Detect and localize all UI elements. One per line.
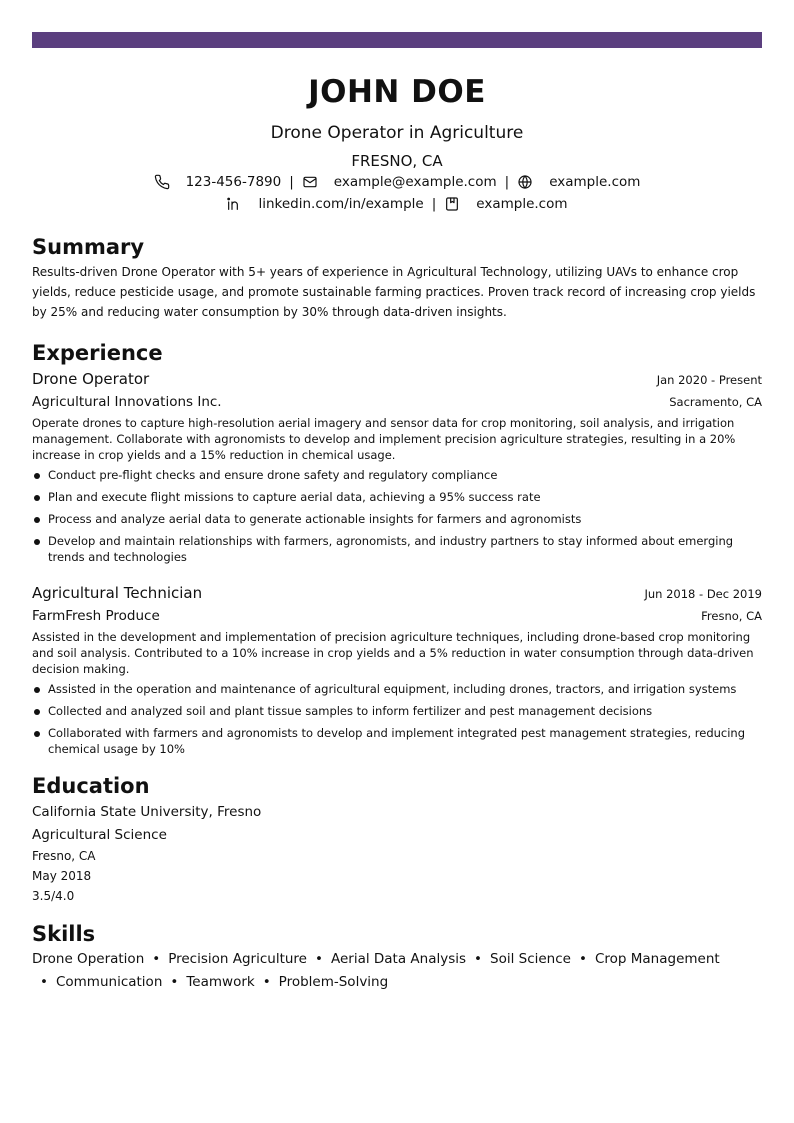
job-entry bbox=[32, 582, 762, 757]
email-text: example@example.com bbox=[333, 174, 497, 190]
skills-heading: Skills bbox=[32, 922, 96, 946]
skill-item: Problem-Solving bbox=[278, 974, 389, 990]
phone-icon bbox=[154, 174, 170, 190]
envelope-icon bbox=[302, 174, 318, 190]
list-item bbox=[32, 489, 762, 505]
skill-item: Soil Science bbox=[490, 951, 571, 967]
experience-heading: Experience bbox=[32, 341, 163, 365]
contact-line-secondary bbox=[32, 193, 762, 215]
bullet-dot bbox=[34, 495, 40, 501]
list-item bbox=[32, 681, 762, 697]
skill-separator: • bbox=[40, 974, 48, 990]
skills-section bbox=[32, 921, 762, 994]
job-location: Fresno, CA bbox=[701, 609, 762, 623]
job-description: Operate drones to capture high-resolution aerial imagery and sensor data for crop monitoring, soil analysis, and irrigation management. Collaborate with agronomists to develop and implement precision agriculture strategies, resulting in a 20% increase in crop yields and a 15% reduction in chemical usage. bbox=[32, 416, 736, 462]
contact-separator: | bbox=[504, 174, 510, 190]
list-item bbox=[32, 703, 762, 719]
skill-separator: • bbox=[262, 974, 271, 990]
skill-item: Aerial Data Analysis bbox=[330, 951, 467, 967]
contact-line-primary bbox=[32, 171, 762, 193]
job-bullets bbox=[32, 467, 762, 565]
skills-list bbox=[32, 948, 732, 994]
bullet-text: Collected and analyzed soil and plant tissue samples to inform fertilizer and pest management decisions bbox=[48, 704, 653, 718]
website-text: example.com bbox=[549, 174, 641, 190]
contact-separator: | bbox=[289, 174, 294, 190]
job-company: Agricultural Innovations Inc. bbox=[32, 394, 222, 410]
job-company: FarmFresh Produce bbox=[32, 608, 160, 624]
resume-header bbox=[32, 48, 762, 215]
job-company-row bbox=[32, 390, 762, 412]
phone-text: 123-456-7890 bbox=[185, 174, 282, 190]
bookmark-icon bbox=[444, 196, 460, 212]
website-contact[interactable] bbox=[517, 171, 640, 193]
job-header-row bbox=[32, 582, 762, 604]
linkedin-icon bbox=[226, 196, 242, 212]
job-role: Agricultural Technician bbox=[32, 584, 203, 602]
portfolio-text: example.com bbox=[476, 196, 568, 212]
skill-separator: • bbox=[152, 951, 161, 967]
bullet-dot bbox=[34, 539, 40, 545]
list-item bbox=[32, 511, 762, 527]
bullet-text: Process and analyze aerial data to generate actionable insights for farmers and agronomists bbox=[48, 512, 582, 526]
portfolio-contact[interactable] bbox=[444, 193, 567, 215]
education-heading: Education bbox=[32, 774, 150, 798]
phone-contact[interactable] bbox=[154, 171, 282, 193]
bullet-dot bbox=[34, 473, 40, 479]
summary-heading: Summary bbox=[32, 235, 145, 259]
list-item bbox=[32, 467, 762, 483]
candidate-location: FRESNO, CA bbox=[351, 152, 443, 170]
summary-text: Results-driven Drone Operator with 5+ years of experience in Agricultural Technology, utilizing UAVs to enhance crop yields, reduce pesticide usage, and promote sustainable farming practices. Proven track record of increasing crop yields by 25% and reducing water consumption by 30% through data-driven insights. bbox=[32, 265, 756, 319]
linkedin-text: linkedin.com/in/example bbox=[258, 196, 424, 212]
education-gpa: 3.5/4.0 bbox=[32, 889, 75, 903]
contact-separator: | bbox=[431, 196, 437, 212]
skill-separator: • bbox=[474, 951, 483, 967]
bullet-dot bbox=[34, 731, 40, 737]
linkedin-contact[interactable] bbox=[226, 193, 423, 215]
job-header-row bbox=[32, 368, 762, 390]
job-entry bbox=[32, 368, 762, 565]
skill-item: Drone Operation bbox=[32, 951, 145, 967]
education-location: Fresno, CA bbox=[32, 849, 96, 863]
email-contact[interactable] bbox=[302, 171, 497, 193]
globe-icon bbox=[517, 174, 533, 190]
candidate-title: Drone Operator in Agriculture bbox=[270, 123, 524, 143]
skill-item: Crop Management bbox=[594, 951, 720, 967]
bullet-dot bbox=[34, 517, 40, 523]
job-dates: Jun 2018 - Dec 2019 bbox=[644, 587, 762, 601]
job-role: Drone Operator bbox=[32, 370, 150, 388]
job-description: Assisted in the development and implementation of precision agriculture techniques, including drone-based crop monitoring and soil analysis. Contributed to a 10% increase in crop yields and a 5% reduction in water consumption through data-driven decision making. bbox=[32, 630, 754, 676]
bullet-text: Assisted in the operation and maintenance of agricultural equipment, including drones, tractors, and irrigation systems bbox=[48, 682, 737, 696]
skill-separator: • bbox=[315, 951, 323, 967]
job-dates: Jan 2020 - Present bbox=[656, 373, 762, 387]
bullet-text: Plan and execute flight missions to capture aerial data, achieving a 95% success rate bbox=[48, 490, 541, 504]
education-school: California State University, Fresno bbox=[32, 804, 262, 820]
job-location: Sacramento, CA bbox=[669, 395, 762, 409]
list-item bbox=[32, 725, 762, 757]
list-item bbox=[32, 533, 762, 565]
accent-bar bbox=[32, 32, 762, 48]
experience-section bbox=[32, 340, 762, 757]
skill-item: Communication bbox=[55, 974, 163, 990]
bullet-text: Develop and maintain relationships with farmers, agronomists, and industry partners to stay informed about emerging trends and technologies bbox=[48, 534, 734, 564]
skill-separator: • bbox=[170, 974, 179, 990]
education-section bbox=[32, 773, 762, 906]
skill-item: Teamwork bbox=[186, 974, 255, 990]
skill-separator: • bbox=[578, 951, 587, 967]
candidate-name: JOHN DOE bbox=[308, 74, 486, 110]
bullet-text: Collaborated with farmers and agronomists to develop and implement integrated pest management strategies, reducing chemical usage by 10% bbox=[48, 726, 746, 756]
job-bullets bbox=[32, 681, 762, 757]
education-date: May 2018 bbox=[32, 869, 92, 883]
bullet-dot bbox=[34, 687, 40, 693]
bullet-text: Conduct pre-flight checks and ensure drone safety and regulatory compliance bbox=[48, 468, 498, 482]
resume-page bbox=[32, 48, 762, 994]
education-degree: Agricultural Science bbox=[32, 827, 167, 843]
summary-section bbox=[32, 234, 762, 322]
job-company-row bbox=[32, 604, 762, 626]
skill-item: Precision Agriculture bbox=[168, 951, 307, 967]
bullet-dot bbox=[34, 709, 40, 715]
